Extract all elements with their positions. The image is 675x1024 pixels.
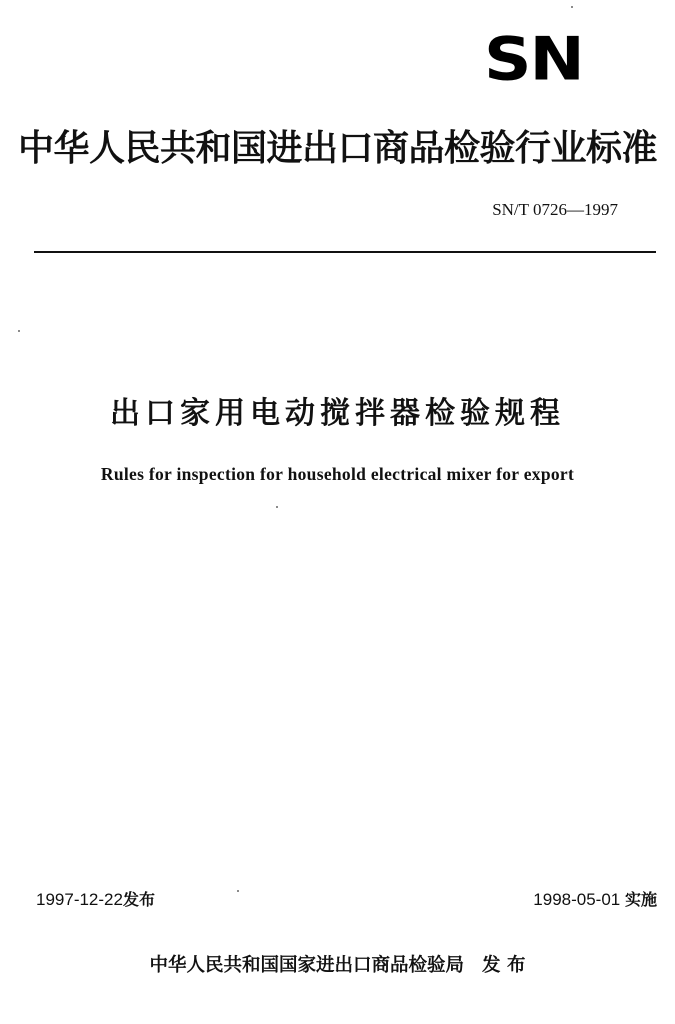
issuing-authority bbox=[0, 953, 675, 979]
effective-label: 实施 bbox=[624, 890, 657, 909]
document-title-english: Rules for inspection for household electrical mixer for export bbox=[100, 464, 575, 484]
document-title-chinese: 出口家用电动搅拌器检验规程 bbox=[110, 396, 565, 431]
scan-speck bbox=[571, 6, 573, 8]
header-divider bbox=[34, 251, 656, 253]
issue-date: 1997-12-22 bbox=[36, 890, 123, 909]
issuer-name: 中华人民共和国国家进出口商品检验局 bbox=[149, 955, 465, 976]
industry-standard-heading: 中华人民共和国进出口商品检验行业标准 bbox=[17, 128, 657, 169]
standard-code: SN/T 0726—1997 bbox=[492, 200, 618, 219]
effective-date: 1998-05-01 bbox=[533, 890, 621, 909]
issue-date-line bbox=[36, 888, 155, 912]
scan-speck bbox=[276, 506, 278, 508]
issuer-action: 发 布 bbox=[482, 955, 526, 976]
sn-logo: SN bbox=[484, 24, 583, 94]
issue-label: 发布 bbox=[122, 890, 155, 909]
effective-date-line bbox=[533, 888, 657, 912]
scan-speck bbox=[18, 330, 20, 332]
scan-speck bbox=[237, 890, 239, 892]
